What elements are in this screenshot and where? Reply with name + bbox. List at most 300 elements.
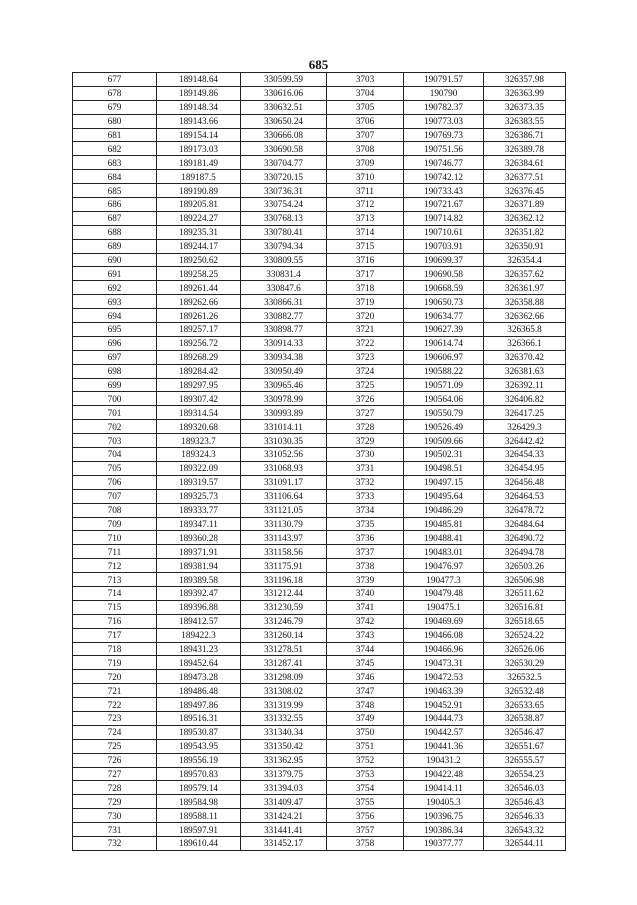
y-coordinate-right-cell: 326442.42	[484, 434, 566, 448]
point-number-right-cell: 3706	[327, 114, 404, 128]
point-number-left-cell: 691	[73, 267, 157, 281]
x-coordinate-left-cell: 189154.14	[157, 128, 241, 142]
x-coordinate-left-cell: 189324.3	[157, 448, 241, 462]
point-number-right-cell: 3714	[327, 225, 404, 239]
x-coordinate-right-cell: 190790	[404, 86, 484, 100]
y-coordinate-right-cell: 326516.81	[484, 600, 566, 614]
x-coordinate-left-cell: 189250.62	[157, 253, 241, 267]
x-coordinate-left-cell: 189347.11	[157, 517, 241, 531]
y-coordinate-right-cell: 326511.62	[484, 586, 566, 600]
point-number-right-cell: 3720	[327, 309, 404, 323]
point-number-left-cell: 685	[73, 184, 157, 198]
x-coordinate-left-cell: 189149.86	[157, 86, 241, 100]
page-number: 685	[308, 57, 329, 72]
table-row	[73, 809, 566, 823]
x-coordinate-right-cell: 190479.48	[404, 586, 484, 600]
x-coordinate-right-cell: 190472.53	[404, 670, 484, 684]
point-number-left-cell: 720	[73, 670, 157, 684]
point-number-right-cell: 3749	[327, 711, 404, 725]
y-coordinate-right-cell: 326389.78	[484, 142, 566, 156]
x-coordinate-left-cell: 189516.31	[157, 711, 241, 725]
x-coordinate-left-cell: 189396.88	[157, 600, 241, 614]
point-number-right-cell: 3717	[327, 267, 404, 281]
x-coordinate-left-cell: 189143.66	[157, 114, 241, 128]
table-row	[73, 503, 566, 517]
point-number-right-cell: 3738	[327, 559, 404, 573]
x-coordinate-left-cell: 189148.34	[157, 100, 241, 114]
x-coordinate-right-cell: 190650.73	[404, 295, 484, 309]
y-coordinate-left-cell: 331091.17	[241, 475, 327, 489]
table-row	[73, 295, 566, 309]
y-coordinate-left-cell: 330632.51	[241, 100, 327, 114]
point-number-left-cell: 712	[73, 559, 157, 573]
x-coordinate-right-cell: 190564.06	[404, 392, 484, 406]
y-coordinate-right-cell: 326406.82	[484, 392, 566, 406]
point-number-right-cell: 3748	[327, 698, 404, 712]
point-number-left-cell: 690	[73, 253, 157, 267]
x-coordinate-right-cell: 190377.77	[404, 836, 484, 850]
point-number-right-cell: 3740	[327, 586, 404, 600]
point-number-left-cell: 708	[73, 503, 157, 517]
point-number-right-cell: 3729	[327, 434, 404, 448]
point-number-left-cell: 707	[73, 489, 157, 503]
x-coordinate-right-cell: 190396.75	[404, 809, 484, 823]
y-coordinate-left-cell: 331332.55	[241, 711, 327, 725]
y-coordinate-right-cell: 326373.35	[484, 100, 566, 114]
x-coordinate-right-cell: 190486.29	[404, 503, 484, 517]
point-number-left-cell: 704	[73, 448, 157, 462]
y-coordinate-right-cell: 326362.12	[484, 211, 566, 225]
y-coordinate-right-cell: 326518.65	[484, 614, 566, 628]
x-coordinate-right-cell: 190498.51	[404, 461, 484, 475]
y-coordinate-right-cell: 326526.06	[484, 642, 566, 656]
y-coordinate-right-cell: 326456.48	[484, 475, 566, 489]
x-coordinate-right-cell: 190773.03	[404, 114, 484, 128]
y-coordinate-right-cell: 326524.22	[484, 628, 566, 642]
x-coordinate-left-cell: 189497.86	[157, 698, 241, 712]
x-coordinate-right-cell: 190721.67	[404, 198, 484, 212]
x-coordinate-right-cell: 190469.69	[404, 614, 484, 628]
y-coordinate-right-cell: 326551.67	[484, 739, 566, 753]
x-coordinate-right-cell: 190414.11	[404, 781, 484, 795]
table-row	[73, 475, 566, 489]
x-coordinate-left-cell: 189389.58	[157, 573, 241, 587]
point-number-right-cell: 3719	[327, 295, 404, 309]
table-row	[73, 670, 566, 684]
x-coordinate-right-cell: 190782.37	[404, 100, 484, 114]
table-row	[73, 100, 566, 114]
y-coordinate-right-cell: 326544.11	[484, 836, 566, 850]
point-number-left-cell: 684	[73, 170, 157, 184]
y-coordinate-left-cell: 331308.02	[241, 684, 327, 698]
x-coordinate-left-cell: 189360.28	[157, 531, 241, 545]
point-number-right-cell: 3754	[327, 781, 404, 795]
point-number-right-cell: 3734	[327, 503, 404, 517]
x-coordinate-right-cell: 190710.61	[404, 225, 484, 239]
point-number-left-cell: 680	[73, 114, 157, 128]
point-number-left-cell: 732	[73, 836, 157, 850]
y-coordinate-right-cell: 326543.32	[484, 823, 566, 837]
y-coordinate-left-cell: 330754.24	[241, 198, 327, 212]
point-number-left-cell: 721	[73, 684, 157, 698]
x-coordinate-left-cell: 189530.87	[157, 725, 241, 739]
y-coordinate-left-cell: 331014.11	[241, 420, 327, 434]
x-coordinate-right-cell: 190733.43	[404, 184, 484, 198]
x-coordinate-left-cell: 189381.94	[157, 559, 241, 573]
table-row	[73, 434, 566, 448]
y-coordinate-left-cell: 330666.08	[241, 128, 327, 142]
point-number-left-cell: 701	[73, 406, 157, 420]
x-coordinate-left-cell: 189297.95	[157, 378, 241, 392]
point-number-left-cell: 695	[73, 323, 157, 337]
x-coordinate-right-cell: 190386.34	[404, 823, 484, 837]
x-coordinate-left-cell: 189268.29	[157, 350, 241, 364]
point-number-left-cell: 730	[73, 809, 157, 823]
table-row	[73, 836, 566, 850]
x-coordinate-left-cell: 189610.44	[157, 836, 241, 850]
y-coordinate-left-cell: 331424.21	[241, 809, 327, 823]
y-coordinate-left-cell: 331196.18	[241, 573, 327, 587]
y-coordinate-left-cell: 330882.77	[241, 309, 327, 323]
y-coordinate-left-cell: 330978.99	[241, 392, 327, 406]
point-number-left-cell: 709	[73, 517, 157, 531]
x-coordinate-left-cell: 189181.49	[157, 156, 241, 170]
x-coordinate-right-cell: 190497.15	[404, 475, 484, 489]
x-coordinate-left-cell: 189244.17	[157, 239, 241, 253]
y-coordinate-left-cell: 330965.46	[241, 378, 327, 392]
point-number-right-cell: 3742	[327, 614, 404, 628]
x-coordinate-left-cell: 189235.31	[157, 225, 241, 239]
y-coordinate-left-cell: 330780.41	[241, 225, 327, 239]
y-coordinate-left-cell: 330950.49	[241, 364, 327, 378]
y-coordinate-left-cell: 330650.24	[241, 114, 327, 128]
x-coordinate-right-cell: 190588.22	[404, 364, 484, 378]
y-coordinate-right-cell: 326533.65	[484, 698, 566, 712]
x-coordinate-right-cell: 190502.31	[404, 448, 484, 462]
point-number-right-cell: 3730	[327, 448, 404, 462]
table-row	[73, 739, 566, 753]
y-coordinate-left-cell: 331030.35	[241, 434, 327, 448]
y-coordinate-left-cell: 330599.59	[241, 73, 327, 87]
table-row	[73, 586, 566, 600]
y-coordinate-right-cell: 326490.72	[484, 531, 566, 545]
table-row	[73, 711, 566, 725]
point-number-left-cell: 726	[73, 753, 157, 767]
y-coordinate-left-cell: 331246.79	[241, 614, 327, 628]
y-coordinate-right-cell: 326386.71	[484, 128, 566, 142]
y-coordinate-left-cell: 330934.38	[241, 350, 327, 364]
point-number-left-cell: 723	[73, 711, 157, 725]
point-number-left-cell: 731	[73, 823, 157, 837]
y-coordinate-right-cell: 326357.62	[484, 267, 566, 281]
point-number-left-cell: 689	[73, 239, 157, 253]
x-coordinate-right-cell: 190476.97	[404, 559, 484, 573]
point-number-left-cell: 697	[73, 350, 157, 364]
y-coordinate-right-cell: 326371.89	[484, 198, 566, 212]
x-coordinate-left-cell: 189319.57	[157, 475, 241, 489]
point-number-right-cell: 3743	[327, 628, 404, 642]
point-number-right-cell: 3707	[327, 128, 404, 142]
x-coordinate-right-cell: 190466.96	[404, 642, 484, 656]
point-number-right-cell: 3750	[327, 725, 404, 739]
y-coordinate-right-cell: 326464.53	[484, 489, 566, 503]
point-number-left-cell: 681	[73, 128, 157, 142]
table-row	[73, 86, 566, 100]
y-coordinate-right-cell: 326351.82	[484, 225, 566, 239]
x-coordinate-right-cell: 190495.64	[404, 489, 484, 503]
x-coordinate-right-cell: 190509.66	[404, 434, 484, 448]
y-coordinate-left-cell: 330831.4	[241, 267, 327, 281]
y-coordinate-right-cell: 326454.33	[484, 448, 566, 462]
y-coordinate-left-cell: 331212.44	[241, 586, 327, 600]
x-coordinate-left-cell: 189579.14	[157, 781, 241, 795]
table-row	[73, 336, 566, 350]
x-coordinate-left-cell: 189597.91	[157, 823, 241, 837]
x-coordinate-right-cell: 190699.37	[404, 253, 484, 267]
point-number-right-cell: 3735	[327, 517, 404, 531]
x-coordinate-left-cell: 189473.28	[157, 670, 241, 684]
x-coordinate-left-cell: 189431.23	[157, 642, 241, 656]
table-row	[73, 573, 566, 587]
table-row	[73, 559, 566, 573]
x-coordinate-right-cell: 190422.48	[404, 767, 484, 781]
y-coordinate-left-cell: 331287.41	[241, 656, 327, 670]
x-coordinate-left-cell: 189371.91	[157, 545, 241, 559]
point-number-left-cell: 692	[73, 281, 157, 295]
y-coordinate-left-cell: 330704.77	[241, 156, 327, 170]
x-coordinate-left-cell: 189205.81	[157, 198, 241, 212]
point-number-left-cell: 729	[73, 795, 157, 809]
point-number-left-cell: 688	[73, 225, 157, 239]
y-coordinate-right-cell: 326365.8	[484, 323, 566, 337]
y-coordinate-right-cell: 326384.61	[484, 156, 566, 170]
point-number-right-cell: 3709	[327, 156, 404, 170]
table-row	[73, 545, 566, 559]
table-row	[73, 211, 566, 225]
table-row	[73, 684, 566, 698]
x-coordinate-left-cell: 189261.44	[157, 281, 241, 295]
point-number-left-cell: 700	[73, 392, 157, 406]
x-coordinate-right-cell: 190769.73	[404, 128, 484, 142]
y-coordinate-left-cell: 330736.31	[241, 184, 327, 198]
x-coordinate-left-cell: 189284.42	[157, 364, 241, 378]
y-coordinate-left-cell: 331175.91	[241, 559, 327, 573]
y-coordinate-right-cell: 326383.55	[484, 114, 566, 128]
x-coordinate-left-cell: 189412.57	[157, 614, 241, 628]
point-number-right-cell: 3708	[327, 142, 404, 156]
point-number-right-cell: 3746	[327, 670, 404, 684]
table-row	[73, 378, 566, 392]
point-number-right-cell: 3722	[327, 336, 404, 350]
point-number-left-cell: 693	[73, 295, 157, 309]
table-row	[73, 281, 566, 295]
y-coordinate-left-cell: 330720.15	[241, 170, 327, 184]
table-row	[73, 350, 566, 364]
table-row	[73, 448, 566, 462]
point-number-right-cell: 3716	[327, 253, 404, 267]
x-coordinate-left-cell: 189422.3	[157, 628, 241, 642]
x-coordinate-right-cell: 190746.77	[404, 156, 484, 170]
table-row	[73, 364, 566, 378]
table-row	[73, 489, 566, 503]
y-coordinate-right-cell: 326546.43	[484, 795, 566, 809]
y-coordinate-right-cell: 326363.99	[484, 86, 566, 100]
point-number-left-cell: 702	[73, 420, 157, 434]
x-coordinate-left-cell: 189224.27	[157, 211, 241, 225]
point-number-right-cell: 3724	[327, 364, 404, 378]
y-coordinate-right-cell: 326357.98	[484, 73, 566, 87]
table-row	[73, 781, 566, 795]
y-coordinate-right-cell: 326532.5	[484, 670, 566, 684]
x-coordinate-left-cell: 189307.42	[157, 392, 241, 406]
point-number-left-cell: 717	[73, 628, 157, 642]
point-number-right-cell: 3711	[327, 184, 404, 198]
point-number-right-cell: 3713	[327, 211, 404, 225]
y-coordinate-right-cell: 326377.51	[484, 170, 566, 184]
y-coordinate-right-cell: 326506.98	[484, 573, 566, 587]
point-number-left-cell: 719	[73, 656, 157, 670]
point-number-left-cell: 677	[73, 73, 157, 87]
y-coordinate-right-cell: 326417.25	[484, 406, 566, 420]
point-number-left-cell: 710	[73, 531, 157, 545]
point-number-right-cell: 3747	[327, 684, 404, 698]
y-coordinate-right-cell: 326350.91	[484, 239, 566, 253]
table-row	[73, 628, 566, 642]
point-number-left-cell: 715	[73, 600, 157, 614]
point-number-right-cell: 3745	[327, 656, 404, 670]
point-number-right-cell: 3710	[327, 170, 404, 184]
table-row	[73, 600, 566, 614]
y-coordinate-left-cell: 331441.41	[241, 823, 327, 837]
x-coordinate-right-cell: 190714.82	[404, 211, 484, 225]
point-number-left-cell: 696	[73, 336, 157, 350]
table-row	[73, 267, 566, 281]
table-row	[73, 323, 566, 337]
x-coordinate-right-cell: 190690.58	[404, 267, 484, 281]
x-coordinate-left-cell: 189262.66	[157, 295, 241, 309]
y-coordinate-left-cell: 331350.42	[241, 739, 327, 753]
x-coordinate-left-cell: 189556.19	[157, 753, 241, 767]
y-coordinate-left-cell: 330794.34	[241, 239, 327, 253]
y-coordinate-right-cell: 326478.72	[484, 503, 566, 517]
point-number-left-cell: 694	[73, 309, 157, 323]
table-row	[73, 767, 566, 781]
x-coordinate-right-cell: 190477.3	[404, 573, 484, 587]
x-coordinate-left-cell: 189322.09	[157, 461, 241, 475]
table-row	[73, 461, 566, 475]
x-coordinate-left-cell: 189325.73	[157, 489, 241, 503]
coordinate-table-body	[73, 73, 566, 851]
y-coordinate-right-cell: 326454.95	[484, 461, 566, 475]
point-number-right-cell: 3737	[327, 545, 404, 559]
table-row	[73, 725, 566, 739]
point-number-left-cell: 679	[73, 100, 157, 114]
x-coordinate-right-cell: 190571.09	[404, 378, 484, 392]
y-coordinate-left-cell: 331068.93	[241, 461, 327, 475]
point-number-left-cell: 718	[73, 642, 157, 656]
x-coordinate-right-cell: 190466.08	[404, 628, 484, 642]
x-coordinate-left-cell: 189261.26	[157, 309, 241, 323]
point-number-right-cell: 3731	[327, 461, 404, 475]
y-coordinate-right-cell: 326358.88	[484, 295, 566, 309]
table-row	[73, 253, 566, 267]
table-row	[73, 114, 566, 128]
point-number-left-cell: 725	[73, 739, 157, 753]
point-number-left-cell: 711	[73, 545, 157, 559]
point-number-right-cell: 3712	[327, 198, 404, 212]
point-number-right-cell: 3758	[327, 836, 404, 850]
point-number-right-cell: 3703	[327, 73, 404, 87]
y-coordinate-right-cell: 326555.57	[484, 753, 566, 767]
table-row	[73, 406, 566, 420]
x-coordinate-left-cell: 189486.48	[157, 684, 241, 698]
y-coordinate-left-cell: 330993.89	[241, 406, 327, 420]
x-coordinate-right-cell: 190442.57	[404, 725, 484, 739]
point-number-right-cell: 3753	[327, 767, 404, 781]
point-number-right-cell: 3727	[327, 406, 404, 420]
table-row	[73, 517, 566, 531]
x-coordinate-right-cell: 190668.59	[404, 281, 484, 295]
point-number-left-cell: 703	[73, 434, 157, 448]
y-coordinate-right-cell: 326546.47	[484, 725, 566, 739]
table-row	[73, 392, 566, 406]
point-number-left-cell: 682	[73, 142, 157, 156]
table-row	[73, 795, 566, 809]
y-coordinate-left-cell: 331052.56	[241, 448, 327, 462]
y-coordinate-left-cell: 330768.13	[241, 211, 327, 225]
y-coordinate-right-cell: 326354.4	[484, 253, 566, 267]
x-coordinate-left-cell: 189333.77	[157, 503, 241, 517]
point-number-right-cell: 3721	[327, 323, 404, 337]
y-coordinate-left-cell: 330866.31	[241, 295, 327, 309]
x-coordinate-right-cell: 190444.73	[404, 711, 484, 725]
x-coordinate-left-cell: 189173.03	[157, 142, 241, 156]
table-row	[73, 170, 566, 184]
table-row	[73, 73, 566, 87]
x-coordinate-right-cell: 190488.41	[404, 531, 484, 545]
y-coordinate-right-cell: 326503.26	[484, 559, 566, 573]
y-coordinate-right-cell: 326546.03	[484, 781, 566, 795]
y-coordinate-right-cell: 326361.97	[484, 281, 566, 295]
x-coordinate-left-cell: 189392.47	[157, 586, 241, 600]
point-number-right-cell: 3725	[327, 378, 404, 392]
x-coordinate-right-cell: 190791.57	[404, 73, 484, 87]
y-coordinate-left-cell: 331394.03	[241, 781, 327, 795]
point-number-left-cell: 687	[73, 211, 157, 225]
point-number-right-cell: 3741	[327, 600, 404, 614]
table-row	[73, 642, 566, 656]
point-number-right-cell: 3757	[327, 823, 404, 837]
point-number-left-cell: 714	[73, 586, 157, 600]
x-coordinate-left-cell: 189190.89	[157, 184, 241, 198]
x-coordinate-left-cell: 189148.64	[157, 73, 241, 87]
table-row	[73, 309, 566, 323]
x-coordinate-left-cell: 189320.68	[157, 420, 241, 434]
y-coordinate-left-cell: 331340.34	[241, 725, 327, 739]
table-row	[73, 531, 566, 545]
point-number-left-cell: 722	[73, 698, 157, 712]
y-coordinate-left-cell: 331278.51	[241, 642, 327, 656]
y-coordinate-left-cell: 331121.05	[241, 503, 327, 517]
y-coordinate-left-cell: 331143.97	[241, 531, 327, 545]
y-coordinate-right-cell: 326392.11	[484, 378, 566, 392]
x-coordinate-right-cell: 190526.49	[404, 420, 484, 434]
point-number-right-cell: 3751	[327, 739, 404, 753]
point-number-right-cell: 3723	[327, 350, 404, 364]
point-number-left-cell: 683	[73, 156, 157, 170]
x-coordinate-right-cell: 190634.77	[404, 309, 484, 323]
x-coordinate-right-cell: 190606.97	[404, 350, 484, 364]
